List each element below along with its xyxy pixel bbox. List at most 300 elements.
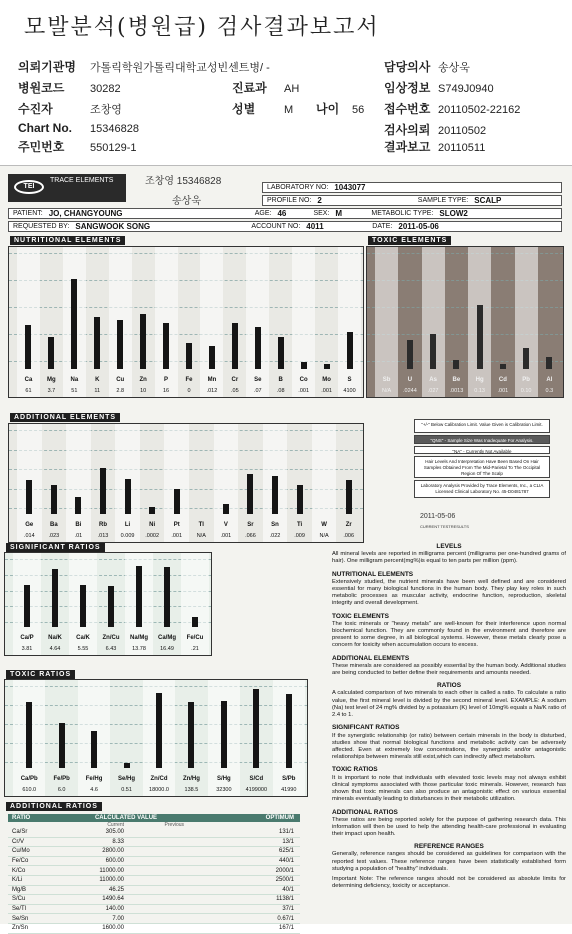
- bar-zn-hg: [188, 702, 194, 768]
- metabolic-value: SLOW2: [439, 209, 468, 218]
- ratio-cell: 1138/1: [276, 896, 294, 903]
- ratio-cell: 131/1: [278, 829, 294, 836]
- bar-label: Co: [299, 377, 308, 383]
- bar-label: Mg: [47, 377, 56, 383]
- header-value: 20110502: [438, 125, 487, 137]
- additional-ratios-table: [8, 814, 300, 934]
- bar-value: 4100: [343, 388, 356, 394]
- bar-rb: [100, 468, 106, 514]
- bar-k: [94, 317, 100, 369]
- bar-label: Bi: [75, 522, 82, 528]
- bar-label: Cd: [498, 377, 507, 383]
- bar-label: Be: [452, 377, 461, 383]
- bar-pt: [174, 489, 180, 514]
- bar-value: 41990: [281, 787, 297, 793]
- bar-label: Rb: [99, 522, 107, 528]
- bar-value: 0: [187, 388, 191, 394]
- bar-ba: [51, 485, 57, 514]
- bar-v: [223, 504, 229, 514]
- bar-co: [301, 362, 307, 369]
- bar-se: [255, 327, 261, 369]
- bar-value: 61: [25, 388, 32, 394]
- age-label: AGE:: [254, 210, 272, 217]
- significant-heading: SIGNIFICANT RATIOS: [6, 543, 105, 552]
- header-field: [18, 138, 137, 155]
- header-label: 진료과: [232, 81, 267, 95]
- bar-s: [347, 332, 353, 369]
- additional-heading: ADDITIONAL ELEMENTS: [10, 413, 120, 422]
- bar-value: 4.64: [49, 646, 61, 652]
- previous-col-header: Previous: [164, 822, 184, 828]
- table-row: [8, 828, 300, 838]
- ratio-cell: 11000.00: [99, 867, 124, 874]
- header-label: 주민번호: [18, 140, 65, 154]
- levels-heading: LEVELS: [436, 543, 462, 550]
- bar-value: .0002: [145, 533, 160, 539]
- bar-value: .001: [220, 533, 232, 539]
- ratio-cell: 1600.00: [102, 925, 124, 932]
- ratio-cell: 2800.00: [102, 848, 124, 855]
- important-note: Important Note: The reference ranges should not be considered as absolute limits for determining deficiency, toxicity or acceptance.: [332, 876, 566, 890]
- bar-label: Cu: [116, 377, 125, 383]
- header-field: [18, 79, 121, 96]
- bar-label: Se/Hg: [118, 776, 136, 782]
- bar-value: .022: [269, 533, 281, 539]
- header-field: [384, 100, 520, 117]
- header-value: 조창영: [90, 104, 122, 116]
- ratio-cell: 13/1: [282, 838, 294, 845]
- legend-na: "NA" - Currently Not Available: [414, 446, 550, 454]
- ratio-cell: K/Co: [12, 867, 26, 874]
- bar-value: .001: [171, 533, 183, 539]
- bar-label: Fe/Cu: [186, 635, 204, 641]
- bar-fe-cu: [192, 617, 198, 627]
- bar-label: V: [223, 522, 228, 528]
- nutritional-heading: NUTRITIONAL ELEMENTS: [10, 236, 125, 245]
- date-value: 2011-05-06: [398, 222, 439, 231]
- column-band: [200, 247, 223, 397]
- legend-calibration: "+/-" Below Calibration Limit. Value Given is Calibration Limit.: [414, 419, 550, 433]
- bar-value: 18000.0: [149, 787, 169, 793]
- bar-label: Ca/P: [20, 635, 34, 641]
- ratio-cell: Mg/B: [12, 886, 27, 893]
- bar-ca-mg: [164, 567, 170, 627]
- sample-value: SCALP: [474, 196, 502, 205]
- ratio-cell: 1490.64: [102, 896, 124, 903]
- header-field: [384, 138, 485, 155]
- header-label: Chart No.: [18, 121, 72, 135]
- bar-label: As: [429, 377, 437, 383]
- bar-value: .01: [74, 533, 83, 539]
- ratios-text-heading: RATIOS: [436, 682, 462, 690]
- bar-cu: [117, 320, 123, 369]
- legend-date: 2011-05-06: [420, 513, 456, 520]
- header-value: S749J0940: [438, 83, 494, 95]
- bar-value: .023: [48, 533, 60, 539]
- ratio-cell: 0.67/1: [277, 915, 294, 922]
- bar-value: .0244: [402, 388, 417, 394]
- lab-no-box: [262, 182, 562, 193]
- bar-ti: [297, 485, 303, 514]
- header-field: [316, 100, 364, 117]
- bar-value: 0.3: [545, 388, 554, 394]
- patient-label: PATIENT:: [13, 210, 43, 217]
- bar-label: Al: [546, 377, 553, 383]
- bar-value: 0.13: [474, 388, 485, 394]
- header-field: [384, 79, 494, 96]
- age-value: 46: [277, 209, 287, 218]
- calc-col-header: CALCULATED VALUE: [94, 815, 158, 821]
- bar-value: 0.10: [520, 388, 532, 394]
- report-title: 모발분석(병원급) 검사결과보고서: [24, 15, 380, 40]
- bar-label: Fe: [185, 377, 193, 383]
- toxic-ratios-heading: TOXIC RATIOS: [6, 670, 75, 679]
- sig-text-heading: SIGNIFICANT RATIOS: [332, 724, 400, 732]
- bar-value: .05: [231, 388, 239, 394]
- bar-as: [430, 334, 436, 369]
- header-field: [232, 100, 293, 117]
- bar-label: P: [164, 377, 169, 383]
- bar-label: Ca/Mg: [158, 635, 176, 641]
- ar-text-heading: ADDITIONAL RATIOS: [332, 808, 398, 816]
- profile-box: [262, 195, 562, 206]
- bar-bi: [75, 497, 81, 514]
- ratio-cell: 8.33: [112, 838, 124, 845]
- bar-value: N/A: [196, 533, 206, 539]
- bar-label: Ba: [50, 522, 58, 528]
- ratio-cell: 305.00: [105, 829, 124, 836]
- ratio-cell: 440/1: [278, 858, 294, 865]
- lab-logo: [8, 174, 126, 202]
- bar-cd: [500, 364, 506, 369]
- toxic-ratios-chart: [4, 679, 308, 797]
- bar-label: Mn: [207, 377, 217, 383]
- header-field: [18, 100, 122, 117]
- header-field: [232, 79, 299, 96]
- bar-value: 11: [94, 388, 101, 394]
- bar-value: 2.8: [116, 388, 125, 394]
- bar-label: Na/Mg: [130, 635, 148, 641]
- metabolic-label: METABOLIC TYPE:: [371, 210, 434, 217]
- table-row: [8, 914, 300, 924]
- bar-value: .07: [253, 388, 262, 394]
- bar-label: B: [278, 377, 283, 383]
- column-band: [17, 247, 40, 397]
- ratio-table-header: [8, 814, 300, 822]
- header-label: 의뢰기관명: [18, 60, 76, 74]
- bar-be: [453, 360, 459, 369]
- header-value: 550129-1: [90, 142, 137, 154]
- bar-label: Pt: [173, 522, 180, 528]
- bar-ca-k: [80, 585, 86, 627]
- bar-se-hg: [124, 763, 130, 768]
- table-row: [8, 838, 300, 848]
- column-band: [515, 247, 538, 397]
- bar-value: N/A: [382, 388, 392, 394]
- ratio-cell: 37/1: [282, 906, 294, 913]
- bar-label: Zn: [139, 377, 147, 383]
- bar-value: 6.0: [57, 787, 66, 793]
- bar-fe-pb: [59, 723, 65, 768]
- bar-p: [163, 323, 169, 369]
- header-value: 송상욱: [438, 62, 470, 74]
- bar-label: S/Cd: [249, 776, 264, 782]
- bar-cr: [232, 323, 238, 369]
- patient-value: JO, CHANGYOUNG: [48, 209, 123, 218]
- ratio-cell: 40/1: [282, 886, 294, 893]
- requested-value: SANGWOOK SONG: [75, 222, 151, 231]
- bar-value: 4.6: [90, 787, 98, 793]
- header-value: AH: [284, 83, 300, 95]
- table-row: [8, 924, 300, 934]
- bar-s-cd: [253, 689, 259, 768]
- bar-b: [278, 337, 284, 369]
- ratio-cell: K/Li: [12, 877, 23, 884]
- bar-label: Se: [254, 377, 262, 383]
- bar-value: .066: [245, 533, 256, 539]
- table-row: [8, 847, 300, 857]
- column-band: [375, 247, 398, 397]
- bar-label: W: [321, 522, 327, 528]
- tox-text-heading: TOXIC ELEMENTS: [332, 612, 389, 620]
- optimum-col-header: OPTIMUM: [265, 815, 294, 821]
- bar-label: K: [95, 377, 100, 383]
- bar-s-hg: [221, 701, 227, 768]
- lab-no-value: 1043077: [334, 183, 366, 192]
- bar-ge: [26, 480, 32, 514]
- current-col-header: Current: [107, 822, 124, 828]
- nut-text-heading: NUTRITIONAL ELEMENTS: [332, 570, 414, 578]
- header-field: [18, 121, 139, 135]
- bar-label: Na/K: [48, 635, 62, 641]
- ar-text: These ratios are being reported solely for the purpose of gathering research data. This information will then be used to help the attending health-care professional in evaluating their impact upon health.: [332, 816, 566, 838]
- bar-label: Na: [70, 377, 79, 383]
- table-row: [8, 876, 300, 886]
- ratio-cell: 2000/1: [275, 867, 294, 874]
- bar-zn-cd: [156, 693, 162, 768]
- bar-mo: [324, 364, 330, 369]
- nutritional-chart: [8, 246, 364, 398]
- bar-label: Ca: [24, 377, 33, 383]
- bar-value: .21: [191, 646, 199, 652]
- header-value: 가톨릭학원가톨릭대학교성빈센트병/ -: [90, 62, 270, 74]
- bar-al: [546, 357, 552, 369]
- bar-label: Ca/Pb: [20, 776, 38, 782]
- ratio-cell: Zn/Sn: [12, 925, 29, 932]
- header-field: [18, 58, 270, 75]
- date-label: DATE:: [372, 223, 393, 230]
- bar-label: Ni: [149, 522, 156, 528]
- bar-label: Cr: [231, 377, 239, 383]
- header-label: 결과보고: [384, 140, 431, 154]
- bar-ca-p: [24, 585, 30, 627]
- ratio-cell: 2500/1: [275, 877, 294, 884]
- legend-qns: "QNS" - Sample Size Was Inadequate For Analysis.: [414, 435, 550, 444]
- bar-label: U: [407, 377, 413, 383]
- add-text-heading: ADDITIONAL ELEMENTS: [332, 654, 410, 662]
- bar-label: Ge: [25, 522, 34, 528]
- header-field: [384, 121, 486, 138]
- header-value: 20110502-22162: [438, 104, 521, 116]
- account-value: 4011: [306, 222, 324, 231]
- bar-value: 3.7: [47, 388, 56, 394]
- profile-value: 2: [317, 196, 322, 205]
- bar-na: [71, 279, 77, 369]
- ratio-col-header: RATIO: [12, 815, 31, 821]
- bar-value: 10: [140, 388, 147, 394]
- table-row: [8, 866, 300, 876]
- ratio-cell: 7.00: [112, 915, 124, 922]
- bar-value: 3.81: [21, 646, 33, 652]
- bar-label: Sn: [271, 522, 279, 528]
- bar-value: .001: [298, 388, 310, 394]
- header-label: 담당의사: [384, 60, 431, 74]
- table-row: [8, 895, 300, 905]
- header-value: M: [284, 104, 294, 116]
- header-label: 접수번호: [384, 102, 431, 116]
- bar-mn: [209, 346, 215, 369]
- header-label: 성별: [232, 102, 256, 116]
- bar-label: Mo: [322, 377, 331, 383]
- ratio-cell: Cu/Mo: [12, 848, 30, 855]
- tr-text: It is important to note that individuals with elevated toxic levels may not always exhibit clinical symptoms associated with those particular toxic minerals. However, research has shown that toxic minerals can also produce an antagonistic effect on various essential minerals eventually leading to disturbances in their metabolic utilization.: [332, 774, 566, 803]
- bar-hg: [477, 305, 483, 369]
- sample-label: SAMPLE TYPE:: [417, 197, 469, 204]
- ratio-cell: S/Cu: [12, 896, 26, 903]
- bar-value: 0.009: [120, 533, 135, 539]
- bar-label: Ca/K: [76, 635, 90, 641]
- significant-chart: [4, 552, 212, 656]
- bar-value: 16: [163, 388, 170, 394]
- column-band: [338, 247, 361, 397]
- requested-box: [8, 221, 562, 232]
- bar-value: .006: [343, 533, 355, 539]
- bar-value: .009: [294, 533, 305, 539]
- bar-label: Zn/Cd: [150, 776, 168, 782]
- column-band: [246, 247, 269, 397]
- ratio-cell: 140.00: [105, 906, 124, 913]
- ratio-cell: 625/1: [278, 848, 294, 855]
- ratio-cell: Cr/V: [12, 838, 24, 845]
- bar-value: N/A: [319, 533, 329, 539]
- bar-value: .001: [321, 388, 332, 394]
- ref-text-heading: REFERENCE RANGES: [414, 843, 484, 851]
- bar-fe-hg: [91, 731, 97, 768]
- bar-s-pb: [286, 694, 292, 768]
- bar-value: 6.43: [105, 646, 117, 652]
- additional-chart: [8, 423, 364, 543]
- ref-text: Generally, reference ranges should be considered as guidelines for comparison with the reported test values. These reference ranges have been statistically established form studying a population of "healthy" individuals.: [332, 851, 566, 872]
- header-label: 수진자: [18, 102, 53, 116]
- bar-zn: [140, 314, 146, 369]
- column-band: [292, 247, 315, 397]
- bar-value: .001: [497, 388, 509, 394]
- ratio-cell: Fe/Co: [12, 858, 29, 865]
- bar-value: .08: [276, 388, 285, 394]
- header-value: 30282: [90, 83, 121, 95]
- bar-zn-cu: [108, 586, 114, 627]
- header-label: 임상정보: [384, 81, 431, 95]
- sex-label: SEX:: [313, 210, 330, 217]
- bar-label: Sr: [247, 522, 254, 528]
- patient-box: [8, 208, 562, 219]
- ratio-cell: 600.00: [105, 858, 124, 865]
- bar-label: Tl: [198, 522, 204, 528]
- ratio-cell: 167/1: [278, 925, 294, 932]
- profile-label: PROFILE NO:: [267, 197, 312, 204]
- bar-value: .013: [97, 533, 109, 539]
- account-label: ACCOUNT NO:: [251, 223, 301, 230]
- bar-ca: [25, 325, 31, 369]
- additional-ratios-heading: ADDITIONAL RATIOS: [6, 802, 102, 811]
- column-band: [422, 247, 445, 397]
- bar-label: Zr: [345, 522, 352, 528]
- ratio-cell: Se/Sn: [12, 915, 29, 922]
- ratio-cell: 11000.00: [99, 877, 124, 884]
- lab-no-label: LABORATORY NO:: [267, 184, 329, 191]
- bar-label: Hg: [475, 377, 484, 383]
- bar-value: 138.5: [184, 787, 199, 793]
- bar-label: Fe/Pb: [53, 776, 70, 782]
- bar-sr: [247, 474, 253, 514]
- ratio-cell: Ca/Sr: [12, 829, 28, 836]
- table-row: [8, 905, 300, 915]
- header-value: 15346828: [90, 123, 139, 135]
- nut-text: Extensively studied, the nutrient minerals have been well defined and are considered essential for many biological functions in the human body. They play key roles in such metabolic processes as muscular activity, endocrine function, reproduction, skeletal integrity and overall development.: [332, 578, 566, 607]
- bar-value: 16.49: [160, 646, 174, 652]
- header-label: 검사의뢰: [384, 123, 431, 137]
- ratio-cell: Se/Tl: [12, 906, 27, 913]
- add-text: These minerals are considered as possibly essential by the human body. Additional studies are being conducted to better define their requirements and amounts needed.: [332, 662, 566, 677]
- bar-value: 13.78: [132, 646, 146, 652]
- bar-label: Li: [124, 522, 131, 528]
- tei-logo-icon: TEI: [14, 180, 44, 194]
- table-row: [8, 857, 300, 867]
- bar-value: .012: [206, 388, 218, 394]
- header-value: 20110511: [438, 142, 486, 154]
- ratio-cell: 46.25: [108, 886, 124, 893]
- header-value: 56: [352, 104, 365, 116]
- bar-label: Zn/Hg: [182, 776, 200, 782]
- current-results-label: CURRENT TESTRESULTS: [420, 524, 469, 529]
- header-field: [384, 58, 470, 75]
- interpretation-text: [332, 538, 566, 891]
- bar-label: Zn/Cu: [102, 635, 120, 641]
- bar-u: [407, 340, 413, 369]
- legend-lab: Laboratory Analysis Provided by Trace Elements, Inc., a CLIA Licensed Clinical Laboratory No. 45-D0481787: [414, 480, 550, 498]
- bar-fe: [186, 343, 192, 369]
- bar-label: Fe/Hg: [85, 776, 103, 782]
- bar-li: [125, 479, 131, 514]
- bar-na-mg: [136, 566, 142, 627]
- bar-value: 5.55: [77, 646, 89, 652]
- table-row: [8, 886, 300, 896]
- bar-na-k: [52, 569, 58, 627]
- legend-hair-levels: Hair Levels And Interpretation Have Been Based On Hair Samples Obtained From The Mid-Parietal To The Occipital Region Of The Scalp: [414, 456, 550, 478]
- lab-name: TRACE ELEMENTS: [50, 177, 114, 184]
- header-label: 병원코드: [18, 81, 65, 95]
- toxic-chart: [366, 246, 564, 398]
- bar-zr: [346, 480, 352, 514]
- stamp-line2: 송상욱: [172, 196, 201, 207]
- bar-value: 4199000: [245, 787, 268, 793]
- bar-label: Pb: [522, 377, 530, 383]
- bar-value: 51: [71, 388, 78, 394]
- bar-value: 32300: [216, 787, 232, 793]
- bar-pb: [523, 348, 529, 369]
- bar-label: Sb: [382, 377, 391, 383]
- bar-label: S: [347, 377, 352, 383]
